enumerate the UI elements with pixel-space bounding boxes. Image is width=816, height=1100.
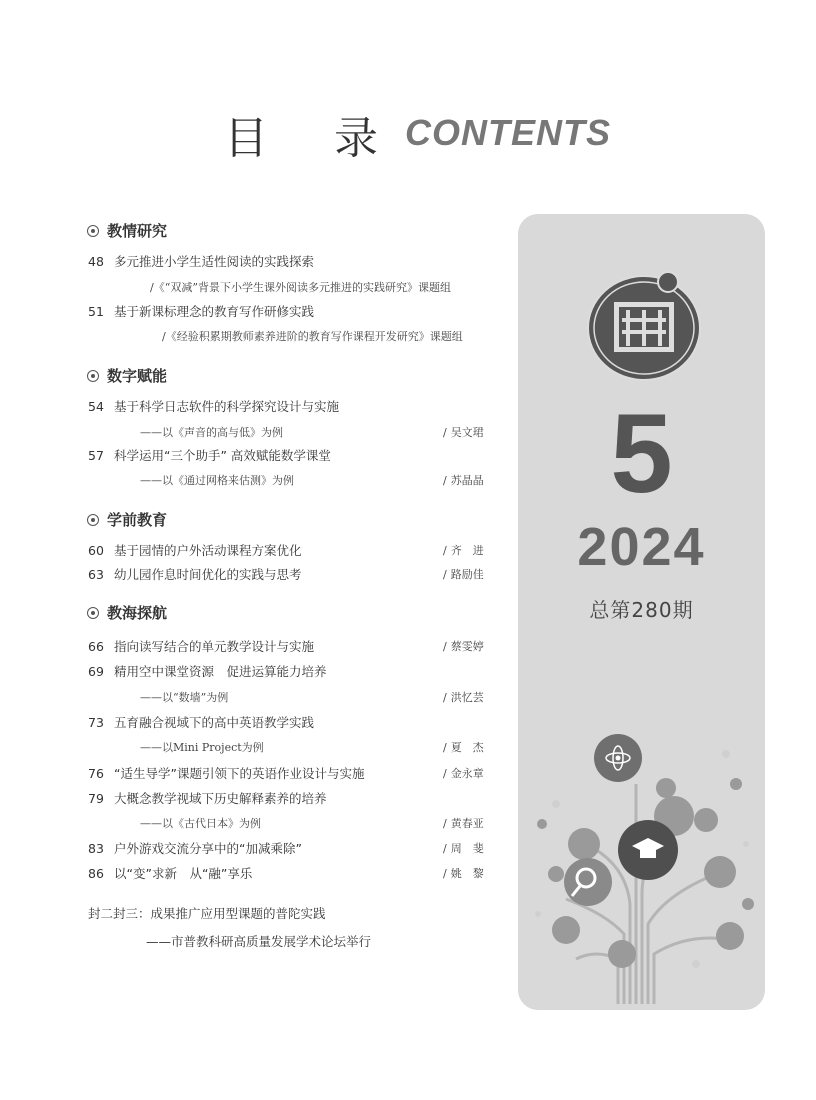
toc-entry-author: / 苏晶晶 [443,474,484,487]
toc-entry[interactable]: 51 基于新课标理念的教育写作研修实践 [88,304,315,319]
page-title-en: CONTENTS [405,112,611,153]
toc-entry-subtitle: ——以“数墙”为例 [140,691,229,704]
circle-bullet-icon [87,514,99,526]
circle-bullet-icon [87,607,99,619]
section-heading: 教海探航 [87,602,167,623]
circle-bullet-icon [87,370,99,382]
toc-entry[interactable]: 54 基于科学日志软件的科学探究设计与实施 [88,399,340,414]
toc-entry[interactable]: 57 科学运用“三个助手” 高效赋能数学课堂 [88,448,331,463]
issue-number: 5 [610,391,673,516]
toc-entry[interactable]: 83 户外游戏交流分享中的“加减乘除” [88,841,302,856]
page-title-cn: 目 录 [224,113,404,164]
toc-entry-author: / 黄春亚 [443,817,484,830]
toc-entry-author: / 洪忆芸 [443,691,484,704]
toc-entry-author: / 夏 杰 [443,741,484,754]
cover-note-title: 封二封三：成果推广应用型课题的普陀实践 [88,906,326,921]
toc-entry-subtitle: ——以《通过网格来估测》为例 [140,474,294,487]
toc-entry-author: / 姚 黎 [443,867,484,880]
toc-entry-subtitle: ——以Mini Project为例 [140,741,264,754]
toc-entry[interactable]: 60 基于园情的户外活动课程方案优化 [88,543,302,558]
toc-entry[interactable]: 69 精用空中课堂资源 促进运算能力培养 [88,664,327,679]
toc-entry[interactable]: 76 “适生导学”课题引领下的英语作业设计与实施 [88,766,365,781]
toc-entry-author: / 路励佳 [443,568,484,581]
toc-entry[interactable]: 73 五育融合视域下的高中英语教学实践 [88,715,315,730]
toc-entry-note: /《经验积累期教师素养进阶的教育写作课程开发研究》课题组 [162,330,463,343]
cover-note-subtitle: ——市普教科研高质量发展学术论坛举行 [146,934,372,949]
education-tree-illustration [526,724,756,1004]
toc-entry[interactable]: 79 大概念教学视域下历史解释素养的培养 [88,791,327,806]
section-heading: 学前教育 [87,509,167,530]
journal-logo-icon [584,266,704,384]
toc-entry[interactable]: 63 幼儿园作息时间优化的实践与思考 [88,567,302,582]
toc-entry-note: /《“双减”背景下小学生课外阅读多元推进的实践研究》课题组 [150,281,451,294]
toc-entry-subtitle: ——以《古代日本》为例 [140,817,261,830]
toc-entry-author: / 周 斐 [443,842,484,855]
toc-entry[interactable]: 48 多元推进小学生适性阅读的实践探索 [88,254,315,269]
issue-year: 2024 [577,517,706,577]
toc-entry-author: / 蔡雯婷 [443,640,484,653]
toc-entry-author: / 吴文珺 [443,426,484,439]
issue-total: 总第280期 [589,598,694,622]
section-heading: 教情研究 [87,220,167,241]
section-heading: 数字赋能 [87,365,167,386]
toc-entry[interactable]: 86 以“变”求新 从“融”享乐 [88,866,253,881]
toc-entry-author: / 齐 进 [443,544,484,557]
circle-bullet-icon [87,225,99,237]
toc-entry-author: / 金永章 [443,767,484,780]
toc-entry[interactable]: 66 指向读写结合的单元教学设计与实施 [88,639,315,654]
toc-entry-subtitle: ——以《声音的高与低》为例 [140,426,283,439]
issue-panel [518,214,765,1010]
